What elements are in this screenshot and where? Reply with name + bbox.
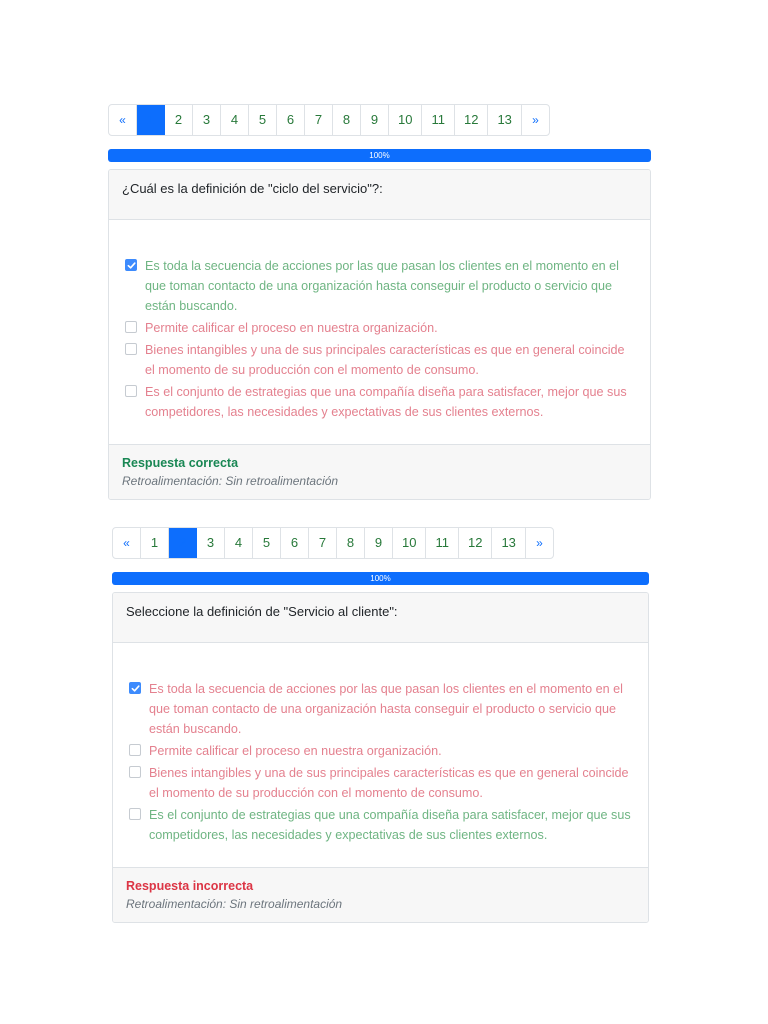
pagination-page-11[interactable]: 11 xyxy=(422,105,455,135)
checkbox[interactable] xyxy=(125,321,137,333)
option[interactable] xyxy=(125,382,637,422)
option-text: Bienes intangibles y una de sus principales características es que en general coincide el momento de su producción con el momento de consumo. xyxy=(149,766,629,800)
check-icon xyxy=(127,261,136,270)
checkbox[interactable] xyxy=(129,808,141,820)
pagination xyxy=(112,527,554,559)
pagination-page-11[interactable]: 11 xyxy=(426,528,459,558)
checkbox[interactable] xyxy=(125,343,137,355)
progress-bar: 100% xyxy=(112,572,649,585)
pagination-next[interactable]: » xyxy=(536,536,543,550)
pagination-page-4[interactable]: 4 xyxy=(225,528,253,558)
progress-bar: 100% xyxy=(108,149,651,162)
pagination-page-2[interactable]: 2 xyxy=(165,105,193,135)
progress-track xyxy=(108,149,651,162)
pagination-page-5[interactable]: 5 xyxy=(253,528,281,558)
pagination-next[interactable]: » xyxy=(532,113,539,127)
option[interactable] xyxy=(129,741,635,761)
pagination-page-6[interactable]: 6 xyxy=(281,528,309,558)
pagination-page-7[interactable]: 7 xyxy=(305,105,333,135)
feedback-text: Retroalimentación: Sin retroalimentación xyxy=(122,474,339,488)
option-text: Permite calificar el proceso en nuestra organización. xyxy=(149,744,442,758)
pagination xyxy=(108,104,550,136)
pagination-page-6[interactable]: 6 xyxy=(277,105,305,135)
option[interactable] xyxy=(125,318,637,338)
pagination-page-1[interactable]: 1 xyxy=(141,528,169,558)
pagination-page-4[interactable]: 4 xyxy=(221,105,249,135)
pagination-prev[interactable]: « xyxy=(109,105,137,135)
pagination-page-13[interactable]: 13 xyxy=(492,528,525,558)
option-text: Es el conjunto de estrategias que una compañía diseña para satisfacer, mejor que sus competidores, las necesidades y expectativas de sus clientes externos. xyxy=(145,385,627,419)
option[interactable] xyxy=(125,340,637,380)
option-text: Es toda la secuencia de acciones por las que pasan los clientes en el momento en el que toman contacto de una organización hasta conseguir el producto o servicio que están buscando. xyxy=(145,259,619,313)
pagination-page-7[interactable]: 7 xyxy=(309,528,337,558)
pagination-page-1[interactable]: 1 xyxy=(137,105,165,135)
result-label: Respuesta correcta xyxy=(122,456,239,470)
result-footer xyxy=(113,867,648,922)
pagination-page-2[interactable]: 2 xyxy=(169,528,197,558)
checkbox[interactable] xyxy=(125,259,137,271)
pagination-page-10[interactable]: 10 xyxy=(389,105,422,135)
quiz-block-1 xyxy=(108,104,651,500)
result-footer xyxy=(109,444,650,499)
option-text: Bienes intangibles y una de sus principales características es que en general coincide el momento de su producción con el momento de consumo. xyxy=(145,343,625,377)
option-text: Permite calificar el proceso en nuestra organización. xyxy=(145,321,438,335)
question-text: Seleccione la definición de "Servicio al cliente": xyxy=(113,593,648,643)
pagination-page-3[interactable]: 3 xyxy=(193,105,221,135)
question-text: ¿Cuál es la definición de "ciclo del servicio"?: xyxy=(109,170,650,220)
feedback-text: Retroalimentación: Sin retroalimentación xyxy=(126,897,343,911)
pagination-page-3[interactable]: 3 xyxy=(197,528,225,558)
progress-track xyxy=(112,572,649,585)
check-icon xyxy=(131,684,140,693)
option-text: Es toda la secuencia de acciones por las que pasan los clientes en el momento en el que toman contacto de una organización hasta conseguir el producto o servicio que están buscando. xyxy=(149,682,623,736)
checkbox[interactable] xyxy=(129,744,141,756)
checkbox[interactable] xyxy=(129,766,141,778)
quiz-block-2 xyxy=(112,527,649,923)
option[interactable] xyxy=(129,805,635,845)
pagination-page-9[interactable]: 9 xyxy=(361,105,389,135)
question-card xyxy=(112,592,649,923)
pagination-page-13[interactable]: 13 xyxy=(488,105,521,135)
option-text: Es el conjunto de estrategias que una compañía diseña para satisfacer, mejor que sus competidores, las necesidades y expectativas de sus clientes externos. xyxy=(149,808,631,842)
option[interactable] xyxy=(125,256,637,316)
pagination-page-12[interactable]: 12 xyxy=(455,105,488,135)
options-list xyxy=(113,643,648,867)
pagination-page-8[interactable]: 8 xyxy=(333,105,361,135)
option[interactable] xyxy=(129,763,635,803)
option[interactable] xyxy=(129,679,635,739)
pagination-page-10[interactable]: 10 xyxy=(393,528,426,558)
pagination-page-9[interactable]: 9 xyxy=(365,528,393,558)
checkbox[interactable] xyxy=(125,385,137,397)
pagination-page-8[interactable]: 8 xyxy=(337,528,365,558)
options-list xyxy=(109,220,650,444)
question-card xyxy=(108,169,651,500)
pagination-page-12[interactable]: 12 xyxy=(459,528,492,558)
pagination-prev[interactable]: « xyxy=(113,528,141,558)
result-label: Respuesta incorrecta xyxy=(126,879,254,893)
checkbox[interactable] xyxy=(129,682,141,694)
pagination-page-5[interactable]: 5 xyxy=(249,105,277,135)
